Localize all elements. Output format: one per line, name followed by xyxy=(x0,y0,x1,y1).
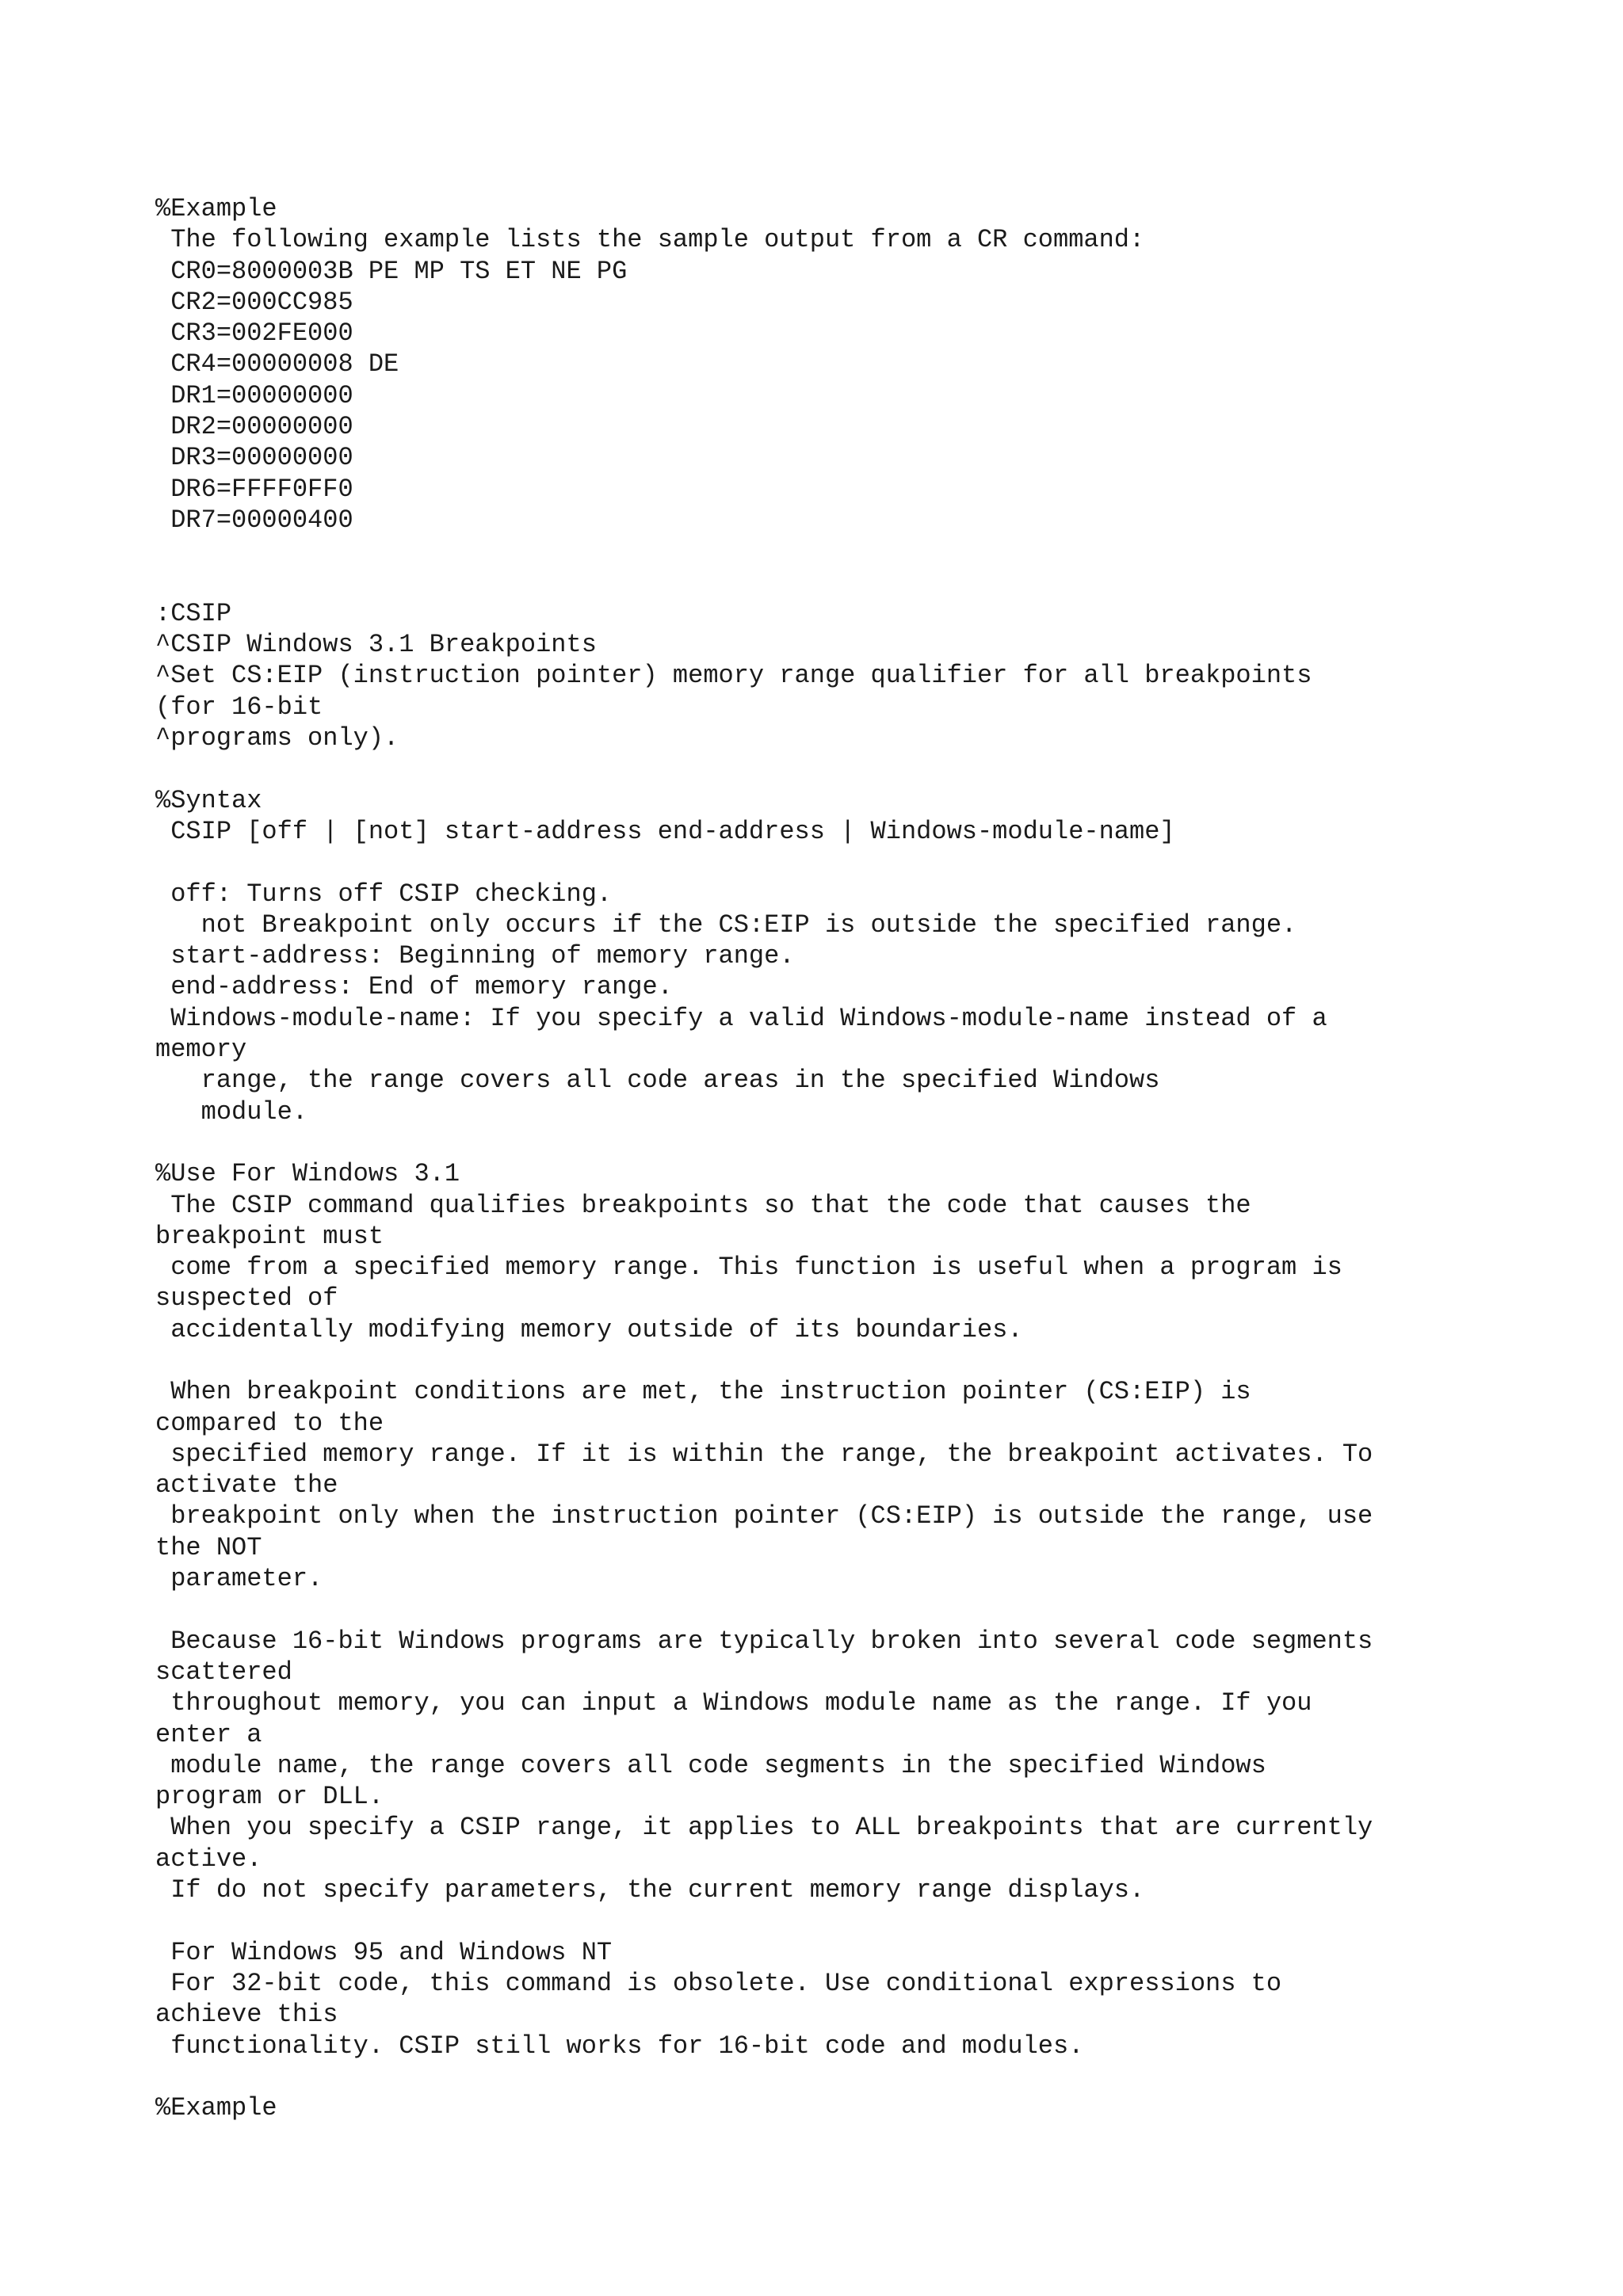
blank-line xyxy=(155,1594,1582,1625)
text-line: CSIP [off | [not] start-address end-address | Windows-module-name] xyxy=(155,816,1175,846)
text-line: ^Set CS:EIP (instruction pointer) memory range qualifier for all breakpoints xyxy=(155,661,1312,691)
blank-line xyxy=(155,1905,1582,1936)
text-line: module. xyxy=(155,1097,308,1127)
text-line: not Breakpoint only occurs if the CS:EIP is outside the specified range. xyxy=(155,910,1297,940)
blank-line xyxy=(155,2061,1582,2092)
text-line: DR6=FFFF0FF0 xyxy=(155,474,353,504)
text-line: %Syntax xyxy=(155,785,262,815)
text-line: If do not specify parameters, the current memory range displays. xyxy=(155,1875,1145,1905)
text-line: parameter. xyxy=(155,1564,323,1594)
text-line: enter a xyxy=(155,1719,262,1749)
text-line: suspected of xyxy=(155,1283,338,1314)
text-line: For 32-bit code, this command is obsolete. Use conditional expressions to xyxy=(155,1968,1282,1998)
text-line: %Example xyxy=(155,2093,277,2123)
text-line: For Windows 95 and Windows NT xyxy=(155,1937,613,1967)
blank-line xyxy=(155,753,1582,784)
text-line: When breakpoint conditions are met, the instruction pointer (CS:EIP) is xyxy=(155,1377,1251,1407)
text-line: specified memory range. If it is within the range, the breakpoint activates. To xyxy=(155,1439,1373,1469)
text-line: :CSIP xyxy=(155,598,232,628)
text-line: When you specify a CSIP range, it applies to ALL breakpoints that are currently xyxy=(155,1813,1373,1843)
text-line: activate the xyxy=(155,1470,338,1501)
text-line: active. xyxy=(155,1844,262,1874)
blank-line xyxy=(155,1127,1582,1158)
text-line: Because 16-bit Windows programs are typically broken into several code segments xyxy=(155,1626,1373,1656)
text-line: (for 16-bit xyxy=(155,692,323,722)
text-line: The following example lists the sample output from a CR command: xyxy=(155,225,1145,255)
text-line: DR2=00000000 xyxy=(155,412,353,442)
blank-line xyxy=(155,536,1582,566)
text-line: breakpoint only when the instruction pointer (CS:EIP) is outside the range, use xyxy=(155,1501,1373,1531)
text-line: throughout memory, you can input a Windows module name as the range. If you xyxy=(155,1688,1312,1718)
text-line: %Example xyxy=(155,194,277,223)
blank-line xyxy=(155,847,1582,878)
text-line: breakpoint must xyxy=(155,1221,384,1251)
text-line: off: Turns off CSIP checking. xyxy=(155,879,613,909)
text-line: DR7=00000400 xyxy=(155,505,353,535)
text-line: Windows-module-name: If you specify a valid Windows-module-name instead of a xyxy=(155,1003,1327,1033)
text-line: CR0=8000003B PE MP TS ET NE PG xyxy=(155,256,628,286)
text-line: the NOT xyxy=(155,1532,262,1562)
text-line: %Use For Windows 3.1 xyxy=(155,1159,460,1189)
text-line: DR1=00000000 xyxy=(155,380,353,410)
text-line: ^CSIP Windows 3.1 Breakpoints xyxy=(155,630,597,660)
text-line: end-address: End of memory range. xyxy=(155,972,673,1002)
text-line: scattered xyxy=(155,1657,292,1687)
text-line: CR4=00000008 DE xyxy=(155,349,399,379)
document-body xyxy=(155,193,1582,2123)
text-line: achieve this xyxy=(155,2000,338,2030)
text-line: functionality. CSIP still works for 16-bit code and modules. xyxy=(155,2031,1084,2061)
text-line: start-address: Beginning of memory range. xyxy=(155,941,795,971)
text-line: CR2=000CC985 xyxy=(155,287,353,317)
text-line: accidentally modifying memory outside of its boundaries. xyxy=(155,1314,1023,1344)
text-line: DR3=00000000 xyxy=(155,443,353,473)
text-line: compared to the xyxy=(155,1408,384,1438)
blank-line xyxy=(155,1345,1582,1376)
text-line: range, the range covers all code areas in the specified Windows xyxy=(155,1066,1160,1096)
text-line: module name, the range covers all code segments in the specified Windows xyxy=(155,1750,1266,1780)
text-line: come from a specified memory range. This function is useful when a program is xyxy=(155,1253,1342,1283)
text-line: memory xyxy=(155,1035,247,1065)
text-line: ^programs only). xyxy=(155,723,399,753)
blank-line xyxy=(155,567,1582,598)
text-line: program or DLL. xyxy=(155,1782,384,1812)
text-line: The CSIP command qualifies breakpoints so that the code that causes the xyxy=(155,1190,1251,1220)
text-line: CR3=002FE000 xyxy=(155,318,353,349)
